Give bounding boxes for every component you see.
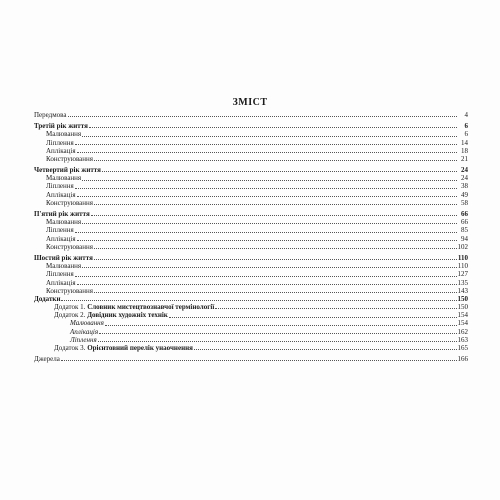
toc-entry-label bbox=[34, 166, 101, 174]
toc-entry-text: Аплікація bbox=[46, 146, 76, 155]
toc-entry-text: Малювання bbox=[70, 319, 104, 328]
toc-entry-label bbox=[54, 311, 168, 319]
toc-entry-label bbox=[46, 218, 81, 226]
toc-entry-page: 166 bbox=[457, 355, 468, 364]
toc-entry bbox=[34, 320, 468, 328]
toc-entry-prefix: Додаток 3. bbox=[54, 344, 88, 353]
dot-leader bbox=[82, 223, 457, 224]
toc-entry-text: Ліплення bbox=[70, 335, 97, 344]
toc-entry bbox=[34, 139, 468, 147]
toc-entry bbox=[34, 226, 468, 234]
dot-leader bbox=[75, 276, 457, 277]
toc-entry-label bbox=[46, 147, 76, 155]
toc-entry-text: Ліплення bbox=[46, 138, 74, 147]
toc-entry-text: Шостий рік життя bbox=[34, 253, 93, 262]
toc-entry-label bbox=[34, 122, 88, 130]
dot-leader bbox=[61, 300, 456, 301]
toc-entry bbox=[34, 199, 468, 207]
toc-entry bbox=[34, 174, 468, 182]
dot-leader bbox=[77, 240, 457, 241]
toc-entry-label bbox=[46, 270, 74, 278]
toc-entry-text: Малювання bbox=[46, 130, 82, 139]
toc-entry-prefix: Додаток 1. bbox=[54, 303, 88, 312]
toc-entry-label bbox=[46, 139, 74, 147]
toc-entry bbox=[34, 355, 468, 363]
toc-entry-text: Довідник художніх технік bbox=[87, 311, 168, 320]
toc-entry-label bbox=[34, 254, 93, 262]
dot-leader bbox=[99, 333, 456, 334]
toc-entry-text: Словник мистецтвознавчої термінології bbox=[87, 303, 215, 312]
dot-leader bbox=[94, 292, 457, 293]
toc-entry-label bbox=[46, 235, 76, 243]
dot-leader bbox=[89, 127, 457, 128]
toc-entry-label bbox=[46, 130, 81, 138]
toc-entry-page: 110 bbox=[457, 262, 468, 271]
toc-entry bbox=[34, 183, 468, 191]
toc-entry-page: 24 bbox=[461, 166, 468, 175]
toc-entry bbox=[34, 287, 468, 295]
dot-leader bbox=[61, 360, 457, 361]
toc-entry-page: 154 bbox=[457, 311, 468, 320]
toc-entry bbox=[34, 344, 468, 352]
toc-entry-page: 18 bbox=[461, 146, 468, 155]
dot-leader bbox=[75, 188, 457, 189]
toc-entry-text: Малювання bbox=[46, 218, 82, 227]
toc-entry bbox=[34, 122, 468, 130]
toc-entry-label bbox=[46, 262, 81, 270]
toc-entry-page: 135 bbox=[457, 278, 468, 287]
toc-entry bbox=[34, 270, 468, 278]
toc-entry-text: Ліплення bbox=[46, 182, 74, 191]
dot-leader bbox=[94, 160, 457, 161]
toc-entry-page: 14 bbox=[461, 138, 468, 147]
toc-entry bbox=[34, 254, 468, 262]
toc-entry-text: Конструювання bbox=[46, 286, 93, 295]
dot-leader bbox=[77, 196, 457, 197]
dot-leader bbox=[105, 325, 457, 326]
toc-entry-text: П'ятий рік життя bbox=[34, 210, 90, 219]
dot-leader bbox=[215, 308, 456, 309]
toc-entry-text: Третій рік життя bbox=[34, 122, 88, 131]
toc-entry-label bbox=[46, 155, 93, 163]
toc-entry-label bbox=[34, 111, 67, 119]
toc-entry-text: Четвертий рік життя bbox=[34, 166, 101, 175]
toc-entry-text: Малювання bbox=[46, 262, 82, 271]
toc-entry bbox=[34, 218, 468, 226]
toc-entry-page: 143 bbox=[457, 286, 468, 295]
toc-entry-label bbox=[34, 355, 60, 363]
toc-entry bbox=[34, 155, 468, 163]
dot-leader bbox=[75, 232, 457, 233]
toc-entry bbox=[34, 191, 468, 199]
dot-leader bbox=[94, 204, 457, 205]
toc-entry-page: 150 bbox=[457, 303, 468, 312]
dot-leader bbox=[77, 152, 457, 153]
toc-entry-page: 102 bbox=[457, 242, 468, 251]
toc-entry bbox=[34, 147, 468, 155]
dot-leader bbox=[77, 284, 457, 285]
toc-entry bbox=[34, 235, 468, 243]
toc-entry-text: Ліплення bbox=[46, 270, 74, 279]
toc-entry-prefix: Додаток 2. bbox=[54, 311, 88, 320]
toc-entry-label bbox=[54, 303, 214, 311]
toc-entry-text: Аплікація bbox=[46, 278, 76, 287]
toc-entry-text: Ліплення bbox=[46, 226, 74, 235]
toc-entry bbox=[34, 210, 468, 218]
toc-entry-label bbox=[46, 182, 74, 190]
toc-entry-label bbox=[46, 243, 93, 251]
toc-entry-label bbox=[46, 199, 93, 207]
dot-leader bbox=[82, 180, 457, 181]
toc-entry bbox=[34, 328, 468, 336]
toc-entry-label bbox=[54, 344, 193, 352]
toc-entry-text: Джерела bbox=[34, 355, 60, 364]
toc-entry-page: 4 bbox=[464, 110, 468, 119]
dot-leader bbox=[82, 136, 457, 137]
toc-entry-label bbox=[70, 319, 104, 327]
toc-entry-page: 163 bbox=[457, 335, 468, 344]
table-of-contents bbox=[34, 111, 468, 363]
toc-entry-label bbox=[70, 336, 97, 344]
toc-entry bbox=[34, 336, 468, 344]
toc-entry-label bbox=[34, 210, 90, 218]
toc-entry-text: Малювання bbox=[46, 174, 82, 183]
toc-entry-page: 127 bbox=[457, 270, 468, 279]
dot-leader bbox=[75, 144, 457, 145]
toc-entry-text: Конструювання bbox=[46, 198, 93, 207]
toc-entry-text: Орієнтовний перелік унаочнення bbox=[87, 344, 193, 353]
toc-entry-page: 165 bbox=[457, 344, 468, 353]
toc-entry-page: 162 bbox=[457, 327, 468, 336]
toc-entry-label bbox=[46, 174, 81, 182]
page-title: ЗМІСТ bbox=[232, 97, 268, 108]
toc-entry-label bbox=[46, 226, 74, 234]
dot-leader bbox=[169, 317, 457, 318]
toc-entry-text: Передмова bbox=[34, 110, 67, 119]
toc-entry-page: 6 bbox=[464, 122, 468, 131]
toc-entry-text: Аплікація bbox=[46, 190, 76, 199]
toc-entry-text: Додатки bbox=[34, 294, 61, 303]
toc-entry-page: 66 bbox=[461, 210, 468, 219]
toc-entry-label bbox=[70, 328, 98, 336]
toc-entry-page: 6 bbox=[464, 130, 468, 139]
toc-entry-text: Аплікація bbox=[70, 327, 99, 336]
dot-leader bbox=[91, 215, 457, 216]
toc-entry-page: 85 bbox=[461, 226, 468, 235]
toc-entry-page: 38 bbox=[461, 182, 468, 191]
dot-leader bbox=[82, 267, 457, 268]
dot-leader bbox=[94, 259, 457, 260]
toc-entry-page: 150 bbox=[457, 294, 468, 303]
toc-entry bbox=[34, 130, 468, 138]
toc-entry-label bbox=[46, 287, 93, 295]
toc-entry-text: Конструювання bbox=[46, 242, 93, 251]
toc-entry-page: 154 bbox=[457, 319, 468, 328]
toc-entry-page: 21 bbox=[461, 154, 468, 163]
toc-entry-page: 49 bbox=[461, 190, 468, 199]
toc-entry bbox=[34, 243, 468, 251]
toc-entry-label bbox=[46, 279, 76, 287]
toc-entry-page: 110 bbox=[457, 253, 468, 262]
toc-entry bbox=[34, 311, 468, 319]
toc-entry-page: 58 bbox=[461, 198, 468, 207]
dot-leader bbox=[102, 171, 457, 172]
toc-entry-label bbox=[46, 191, 76, 199]
dot-leader bbox=[68, 116, 458, 117]
toc-entry-page: 94 bbox=[461, 234, 468, 243]
dot-leader bbox=[194, 349, 457, 350]
toc-entry-text: Конструювання bbox=[46, 154, 93, 163]
toc-entry-page: 66 bbox=[461, 218, 468, 227]
dot-leader bbox=[98, 341, 457, 342]
toc-entry bbox=[34, 279, 468, 287]
toc-entry-page: 24 bbox=[461, 174, 468, 183]
toc-entry bbox=[34, 111, 468, 119]
dot-leader bbox=[94, 248, 457, 249]
toc-entry bbox=[34, 166, 468, 174]
toc-entry bbox=[34, 295, 468, 303]
toc-entry bbox=[34, 303, 468, 311]
toc-entry bbox=[34, 262, 468, 270]
toc-entry-label bbox=[34, 295, 60, 303]
toc-entry-text: Аплікація bbox=[46, 234, 76, 243]
